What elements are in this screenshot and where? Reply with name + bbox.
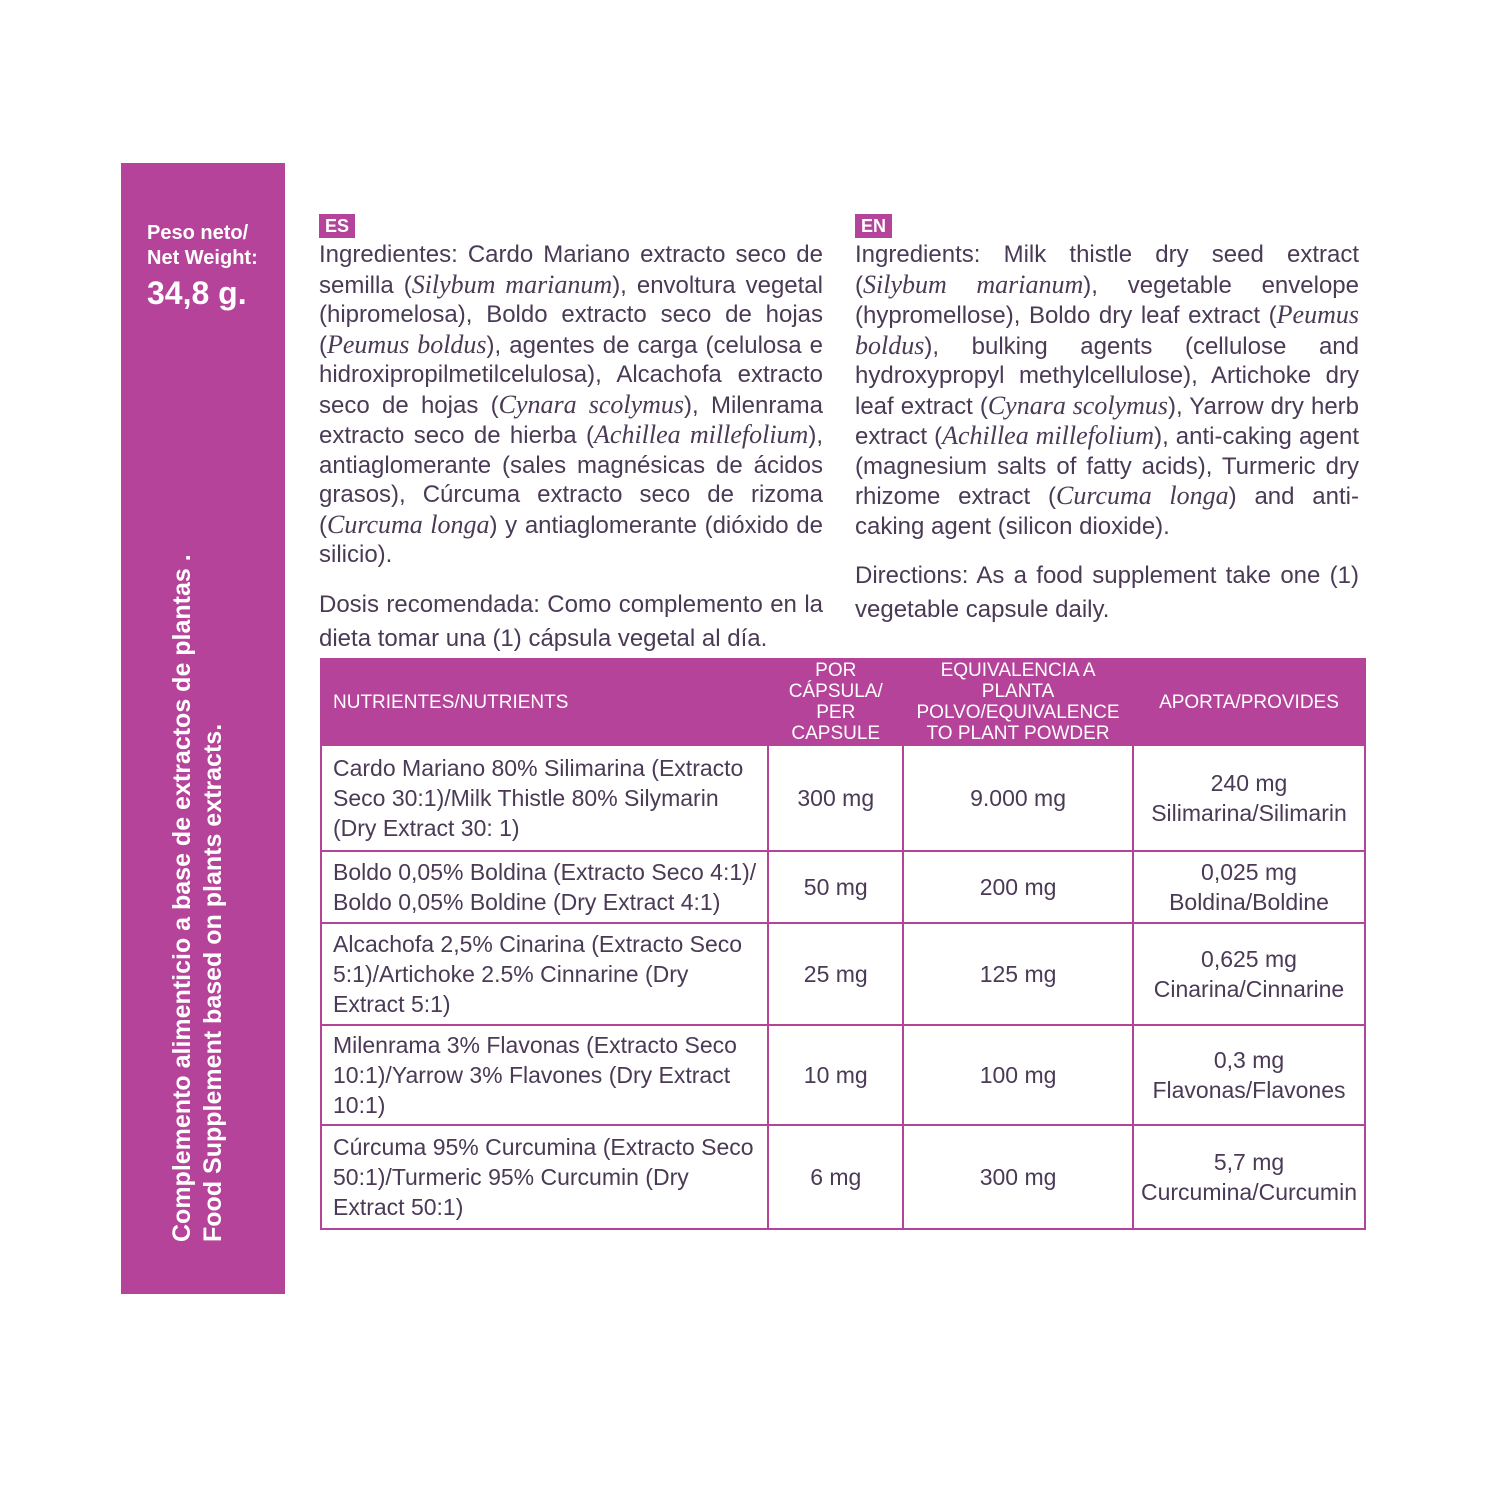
provides-amount: 0,625 mg — [1201, 946, 1297, 972]
nutrition-table — [320, 658, 1366, 1230]
nutrient-name: Milenrama 3% Flavonas (Extracto Seco 10:1)/Yarrow 3% Flavones (Dry Extract 10:1) — [321, 1025, 768, 1125]
nutrient-name: Boldo 0,05% Boldina (Extracto Seco 4:1)/ Boldo 0,05% Boldine (Dry Extract 4:1) — [321, 851, 768, 923]
ingredient-text: ) y antiaglomerante (dióxido de silicio). — [319, 511, 823, 568]
provides-cell — [1133, 1125, 1365, 1229]
ingredients-en — [855, 240, 1359, 541]
weight-label-en: Net Weight: — [147, 247, 258, 269]
table-header-row — [321, 659, 1365, 745]
weight-value: 34,8 g. — [147, 275, 247, 311]
table-row — [321, 923, 1365, 1025]
species-name: Cynara scolymus — [498, 389, 685, 419]
provides-compound: Flavonas/Flavones — [1152, 1077, 1346, 1103]
species-name: Silybum marianum — [863, 269, 1084, 299]
ingredient-text: Ingredientes: Cardo Mariano extracto seco de semilla ( — [319, 241, 823, 299]
ingredient-text: ), anti-caking agent (magnesium salts of fatty acids), Turmeric dry rhizome extract ( — [855, 423, 1359, 510]
provides-amount: 5,7 mg — [1213, 1149, 1285, 1175]
language-tag-es: ES — [319, 214, 355, 238]
spanish-column — [319, 210, 823, 656]
provides-compound: Silimarina/Silimarin — [1151, 800, 1347, 826]
ingredients-es — [319, 240, 823, 570]
ingredient-text: ), antiaglomerante (sales magnésicas de ácidos grasos), Cúrcuma extracto seco de rizoma ( — [319, 422, 823, 539]
provides-cell — [1133, 923, 1365, 1025]
net-weight — [147, 221, 258, 313]
weight-label-es: Peso neto/ — [147, 222, 249, 244]
header-provides: APORTA/PROVIDES — [1133, 659, 1365, 745]
english-column — [855, 210, 1359, 627]
equivalence-value: 9.000 mg — [903, 745, 1133, 851]
table-row — [321, 745, 1365, 851]
per-capsule-value: 50 mg — [768, 851, 903, 923]
species-name: Silybum marianum — [411, 269, 613, 299]
language-tag-en: EN — [855, 214, 892, 238]
provides-compound: Curcumina/Curcumin — [1140, 1179, 1357, 1205]
ingredient-text: ), Milenrama extracto seco de hierba ( — [319, 391, 823, 449]
species-name: Peumus boldus — [327, 329, 487, 359]
provides-cell — [1133, 745, 1365, 851]
description-es: Complemento alimenticio a base de extractos de plantas . — [168, 554, 196, 1242]
provides-compound: Cinarina/Cinnarine — [1153, 976, 1345, 1002]
ingredient-text: ), envoltura vegetal (hipromelosa), Boldo extracto seco de hojas ( — [319, 271, 823, 359]
nutrient-name: Alcachofa 2,5% Cinarina (Extracto Seco 5:1)/Artichoke 2.5% Cinnarine (Dry Extract 5:1) — [321, 923, 768, 1025]
per-capsule-value: 25 mg — [768, 923, 903, 1025]
per-capsule-value: 6 mg — [768, 1125, 903, 1229]
provides-compound: Boldina/Boldine — [1169, 889, 1329, 915]
species-name: Achillea millefolium — [594, 420, 809, 449]
table-row — [321, 851, 1365, 923]
per-capsule-value: 10 mg — [768, 1025, 903, 1125]
nutrient-name: Cardo Mariano 80% Silimarina (Extracto Seco 30:1)/Milk Thistle 80% Silymarin (Dry Extract 30: 1) — [321, 745, 768, 851]
species-name: Curcuma longa — [1055, 481, 1229, 510]
provides-amount: 0,025 mg — [1201, 859, 1297, 885]
provides-cell — [1133, 1025, 1365, 1125]
equivalence-value: 200 mg — [903, 851, 1133, 923]
nutrient-name: Cúrcuma 95% Curcumina (Extracto Seco 50:1)/Turmeric 95% Curcumin (Dry Extract 50:1) — [321, 1125, 768, 1229]
provides-amount: 240 mg — [1210, 770, 1288, 796]
table-row — [321, 1125, 1365, 1229]
equivalence-value: 125 mg — [903, 923, 1133, 1025]
species-name: Curcuma longa — [327, 509, 490, 539]
per-capsule-value: 300 mg — [768, 745, 903, 851]
ingredient-text: ), Yarrow dry herb extract ( — [855, 392, 1360, 450]
provides-amount: 0,3 mg — [1213, 1047, 1285, 1073]
ingredient-text: Ingredients: Milk thistle dry seed extract ( — [855, 241, 1359, 299]
product-description-vertical — [167, 554, 229, 1242]
provides-cell — [1133, 851, 1365, 923]
species-name: Peumus boldus — [855, 300, 1359, 360]
ingredient-text: ) and anti-caking agent (silicon dioxide). — [855, 483, 1359, 540]
ingredient-text: ), vegetable envelope (hypromellose), Boldo dry leaf extract ( — [855, 271, 1359, 329]
species-name: Achillea millefolium — [942, 421, 1155, 450]
equivalence-value: 100 mg — [903, 1025, 1133, 1125]
sidebar-band — [121, 163, 285, 1294]
dose-es: Dosis recomendada: Como complemento en la dieta tomar una (1) cápsula vegetal al día. — [319, 590, 823, 652]
description-en: Food Supplement based on plants extracts. — [199, 723, 227, 1242]
species-name: Cynara scolymus — [987, 390, 1169, 420]
equivalence-value: 300 mg — [903, 1125, 1133, 1229]
header-per-capsule: POR CÁPSULA/ PER CAPSULE — [768, 659, 903, 745]
table-row — [321, 1025, 1365, 1125]
ingredient-text: ), bulking agents (cellulose and hydroxypropyl methylcellulose), Artichoke dry leaf extract ( — [855, 332, 1359, 420]
dose-en: Directions: As a food supplement take one (1) vegetable capsule daily. — [855, 562, 1359, 623]
header-equivalence: EQUIVALENCIA A PLANTA POLVO/EQUIVALENCE TO PLANT POWDER — [903, 659, 1133, 745]
ingredient-text: ), agentes de carga (celulosa e hidroxipropilmetilcelulosa), Alcachofa extracto seco de hojas ( — [319, 331, 823, 419]
header-nutrients: NUTRIENTES/NUTRIENTS — [321, 659, 768, 745]
